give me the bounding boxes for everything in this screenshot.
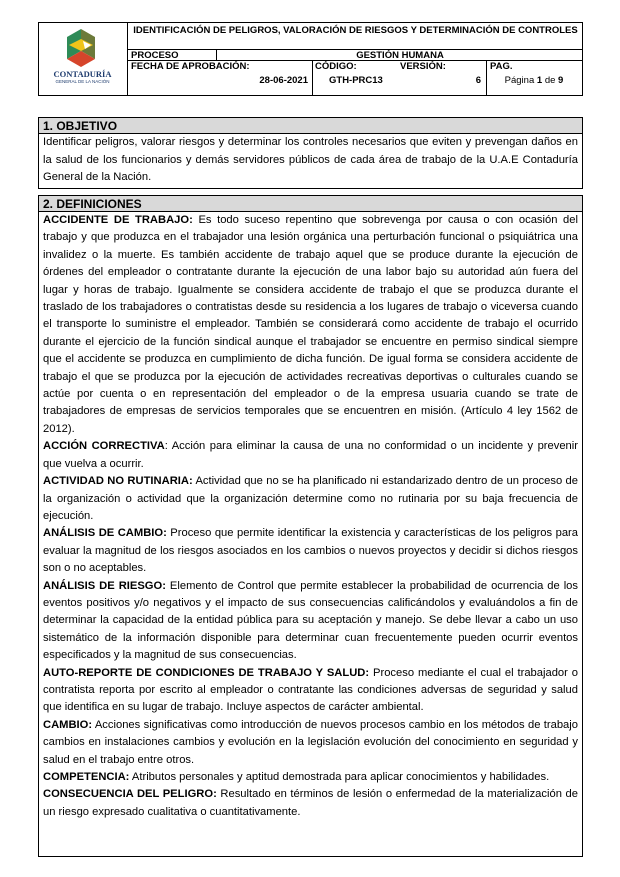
definition-term: COMPETENCIA:: [43, 771, 130, 783]
document-title: IDENTIFICACIÓN DE PELIGROS, VALORACIÓN DE RIESGOS Y DETERMINACIÓN DE CONTROLES: [133, 25, 578, 36]
definition-text: Es todo suceso repentino que sobrevenga por causa o con ocasión del trabajo y que produzca en el trabajador una lesión orgánica una perturbación funcional o psiquiátrica una invalidez o la muerte. Es también accidente de trabajo aquel que se produce durante la ejecución de órdenes del empleador o contratante durante la ejecución de una labor bajo su autoridad aún fuera del lugar y horas de trabajo. Igualmente se considera accidente de trabajo el que se produzca durante el traslado de los trabajadores o contratistas desde su residencia a los lugares de trabajo o viceversa cuando el transporte lo suministre el empleador. También se considerará como accidente de trabajo el ocurrido durante el ejercicio de la función sindical aunque el trabajador se encuentre en permiso sindical siempre que el accidente se produzca en cumplimiento de dicha función. De igual forma se considera accidente de trabajo el que se produzca por la ejecución de actividades recreativas deportivas o culturales cuando se actúe por cuenta o en representación del empleador o de la empresa usuaria cuando se trate de trabajadores de empresas de servicios temporales que se encuentren en misión. (Artículo 4 ley 1562 de 2012).: [43, 214, 578, 435]
section-title: 2. DEFINICIONES: [39, 196, 582, 212]
definition-term: ACTIVIDAD NO RUTINARIA:: [43, 475, 193, 488]
definitions-list: [39, 212, 582, 821]
fecha-value: 28-06-2021: [259, 75, 308, 86]
definition-item: [43, 438, 578, 473]
version-value: 6: [475, 75, 481, 86]
definition-term: ACCIÓN CORRECTIVA: [43, 440, 165, 453]
definition-item: [43, 578, 578, 665]
logo-word: CONTADURÍA: [53, 69, 112, 79]
objetivo-text: Identificar peligros, valorar riesgos y determinar los controles necesarios que eviten y prevengan daños en la salud de los funcionarios y demás servidores públicos de cada área de trabajo de la U.A.E Contaduría General de la Nación.: [43, 136, 578, 183]
page-prefix: Página: [504, 75, 535, 86]
definition-text: : Acción para eliminar la causa de una no conformidad o un incidente y prevenir que vuelva a ocurrir.: [43, 440, 578, 470]
definition-text: Actividad que no se ha planificado ni estandarizado dentro de un proceso de la organización o actividad que la organización determine como no rutinaria por su baja frecuencia de ejecución.: [43, 475, 578, 522]
logo-subtitle: GENERAL DE LA NACIÓN: [55, 79, 110, 84]
definition-item: [43, 525, 578, 577]
section-title: 1. OBJETIVO: [39, 118, 582, 134]
definition-term: ANÁLISIS DE RIESGO:: [43, 579, 166, 592]
section-definiciones: [38, 195, 583, 857]
logo: [39, 23, 128, 95]
version-label: VERSIÓN:: [400, 61, 446, 72]
proceso-value: GESTIÓN HUMANA: [356, 50, 444, 61]
definition-text: Proceso que permite identificar la existencia y características de los peligros para evaluar la magnitud de los riesgos asociados en los cambios o nuevos proyectos y decidir si dichos riesgos son o no aceptables.: [43, 527, 578, 575]
definition-item: [43, 473, 578, 525]
definition-item: [43, 717, 578, 769]
divider: [312, 60, 313, 95]
page-indicator: [487, 75, 581, 86]
fecha-label: FECHA DE APROBACIÓN:: [131, 61, 250, 72]
section-objetivo: [38, 117, 583, 189]
contaduria-logo-icon: [39, 23, 126, 95]
definition-text: Acciones significativas como introducción de nuevos procesos cambio en los métodos de trabajo cambios en instalaciones cambios y evolución en la legislación evolución del conocimiento en seguridad y salud en el trabajo entre otros.: [43, 718, 578, 766]
definition-item: [43, 665, 578, 717]
definition-term: CAMBIO:: [43, 718, 93, 731]
page-of: de: [544, 75, 556, 86]
definition-term: CONSECUENCIA DEL PELIGRO:: [43, 788, 217, 801]
definition-text: Atributos personales y aptitud demostrada para aplicar conocimientos y habilidades.: [129, 771, 550, 783]
definition-item: [43, 212, 578, 438]
definition-term: ACCIDENTE DE TRABAJO:: [43, 214, 193, 226]
definition-item: [43, 769, 578, 786]
definition-item: [43, 786, 578, 821]
document-header: [38, 22, 583, 96]
codigo-value: GTH-PRC13: [329, 75, 383, 86]
definition-term: AUTO-REPORTE DE CONDICIONES DE TRABAJO Y SALUD:: [43, 666, 370, 679]
page-current: 1: [536, 75, 543, 86]
page-total: 9: [558, 75, 564, 86]
definition-text: Resultado en términos de lesión o enfermedad de la materialización de un riesgo expresado cualitativa o cuantitativamente.: [43, 788, 578, 818]
codigo-label: CÓDIGO:: [315, 61, 357, 72]
pag-label: PAG.: [490, 61, 513, 72]
proceso-label: PROCESO: [131, 50, 179, 61]
definition-term: ANÁLISIS DE CAMBIO:: [43, 527, 167, 540]
definition-text: Proceso mediante el cual el trabajador o contratista reporta por escrito al empleador o contratante las condiciones adversas de seguridad y salud que identifica en su lugar de trabajo. Incluye aspectos de carácter ambiental.: [43, 666, 578, 714]
definition-text: Elemento de Control que permite establecer la probabilidad de ocurrencia de los eventos positivos y/o negativos y el impacto de sus consecuencias calificándolos y evaluándolos a fin de determinar la capacidad de la entidad pública para su aceptación y manejo. Se debe llevar a cabo un uso sistemático de la información disponible para determinar cuan frecuentemente pueden ocurrir eventos especificados y la magnitud de sus consecuencias.: [43, 579, 578, 662]
